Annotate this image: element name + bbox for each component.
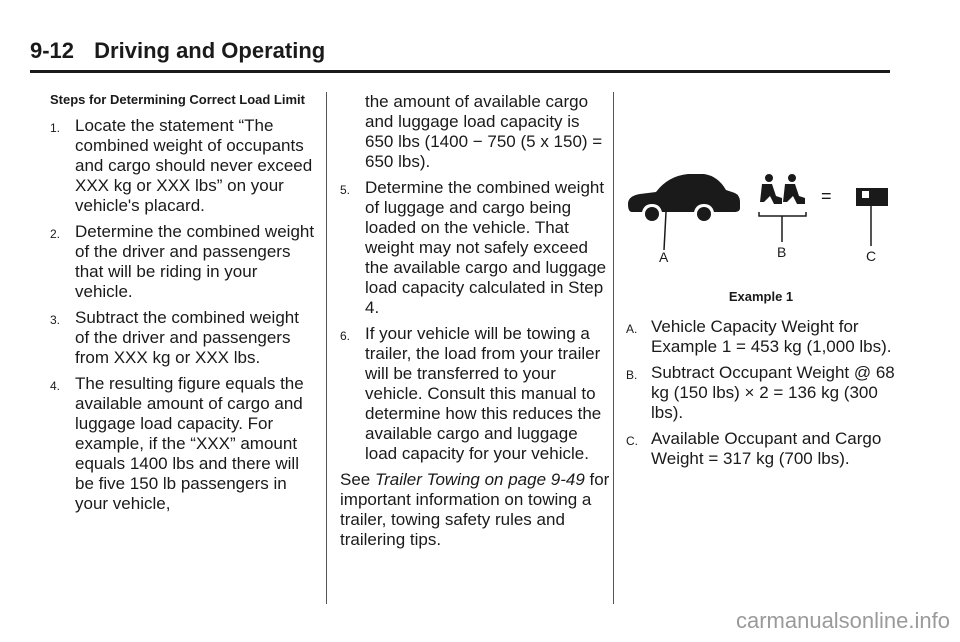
equals-sign: = — [821, 186, 832, 206]
item-text: Available Occupant and Cargo Weight = 317 kg (700 lbs). — [651, 429, 882, 468]
example-item — [626, 317, 896, 357]
step-item — [50, 308, 316, 368]
item-text: Subtract Occupant Weight @ 68 kg (150 lbs) × 2 = 136 kg (300 lbs). — [651, 363, 895, 422]
see-suffix: for important information on towing a trailer, towing safety rules and trailering tips. — [340, 470, 610, 549]
page-number: 9-12 — [30, 38, 75, 63]
item-letter: B. — [626, 368, 638, 382]
step-number: 1. — [50, 121, 61, 135]
section-title: Driving and Operating — [94, 38, 326, 63]
item-letter: A. — [626, 322, 638, 336]
load-limit-subheading: Steps for Determining Correct Load Limit — [50, 92, 305, 107]
load-example-illustration — [626, 162, 896, 257]
cargo-icon — [856, 188, 888, 206]
step-number: 5. — [340, 183, 351, 197]
column-divider-1 — [326, 92, 327, 604]
step-number: 2. — [50, 227, 61, 241]
step-number: 4. — [50, 379, 61, 393]
page-header — [30, 38, 325, 64]
column-3 — [626, 92, 896, 475]
header-rule — [30, 70, 890, 73]
occupant-icon — [760, 174, 782, 204]
step-item — [340, 324, 610, 464]
car-icon — [628, 174, 740, 212]
label-b: B — [777, 244, 787, 260]
step-item — [340, 178, 610, 318]
step-text: Determine the combined weight of the driver and passengers that will be riding in your vehicle. — [75, 222, 315, 301]
cargo-tag — [862, 191, 869, 198]
step-item — [50, 374, 316, 514]
step-text: Determine the combined weight of luggage and cargo being loaded on the vehicle. That weight may not safely exceed the available cargo and luggage load capacity calculated in Step 4. — [365, 178, 607, 317]
column-1 — [50, 92, 316, 520]
step-text: Subtract the combined weight of the driver and passengers from XXX kg or XXX lbs. — [75, 308, 299, 367]
step-number: 3. — [50, 313, 61, 327]
see-prefix: See — [340, 470, 375, 489]
step-item — [50, 222, 316, 302]
trailer-towing-link[interactable]: Trailer Towing on page 9-49 — [374, 470, 585, 489]
example-item — [626, 363, 896, 423]
item-letter: C. — [626, 434, 638, 448]
step-text: If your vehicle will be towing a trailer, the load from your trailer will be transferred to your vehicle. Consult this manual to determine how this reduces the available cargo and luggage load capacity for your vehicle. — [365, 324, 602, 463]
example-item — [626, 429, 896, 469]
item-text: Vehicle Capacity Weight for Example 1 = 453 kg (1,000 lbs). — [651, 317, 892, 356]
column-divider-2 — [613, 92, 614, 604]
watermark: carmanualsonline.info — [735, 608, 950, 633]
column-2 — [340, 92, 610, 556]
continued-text: the amount of available cargo and luggage load capacity is 650 lbs (1400 − 750 (5 x 150) = 650 lbs). — [365, 92, 603, 171]
occupant-bracket — [759, 212, 806, 216]
car-wheel — [697, 207, 711, 221]
label-a: A — [659, 249, 669, 265]
car-wheel — [645, 207, 659, 221]
load-example-figure — [626, 162, 896, 265]
leader-line-a — [664, 212, 666, 250]
step-item — [50, 116, 316, 216]
step-text: The resulting figure equals the available amount of cargo and luggage load capacity. For example, if the “XXX” amount equals 1400 lbs and there will be five 150 lb passengers in your vehicle, — [75, 374, 304, 513]
label-c: C — [866, 248, 877, 264]
minus-sign: – — [728, 184, 739, 204]
step-text: Locate the statement “The combined weight of occupants and cargo should never exceed XXX kg or XXX lbs” on your vehicle's placard. — [75, 116, 313, 215]
occupant-icon — [783, 174, 805, 204]
figure-caption: Example 1 — [728, 289, 794, 304]
step-number: 6. — [340, 329, 351, 343]
see-also-paragraph — [340, 470, 610, 550]
